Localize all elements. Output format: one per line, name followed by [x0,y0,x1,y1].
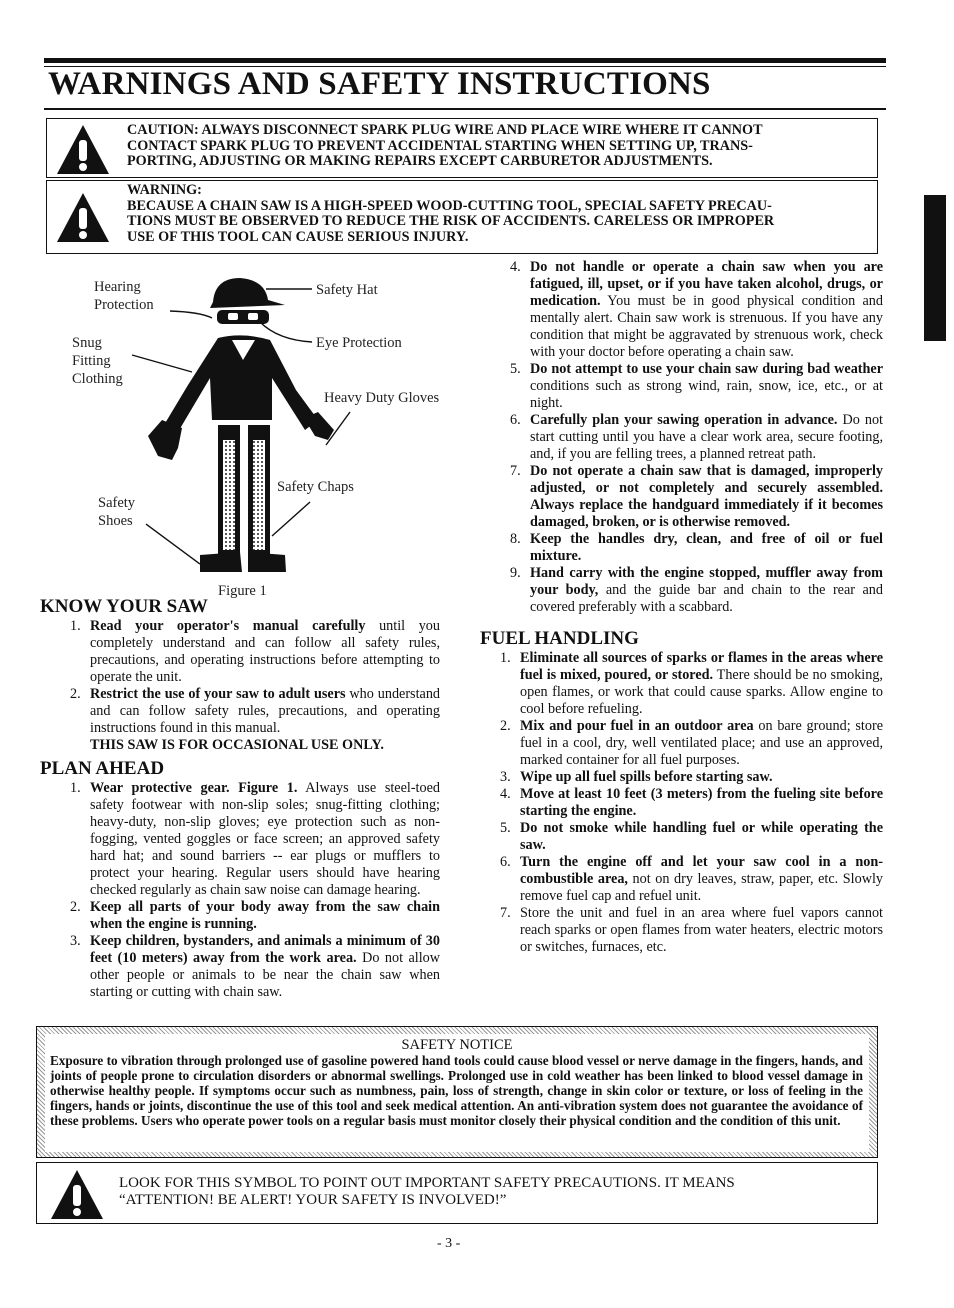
label-heavy-duty-gloves: Heavy Duty Gloves [324,390,440,406]
label-hearing-2: Protection [94,297,154,313]
label-safety-chaps: Safety Chaps [277,479,354,495]
page-number: - 3 - [437,1236,461,1251]
list-item: 5. Do not smoke while handling fuel or while operating the saw. [500,820,883,853]
list-item: 8. Keep the handles dry, clean, and free of oil or fuel mixture. [510,531,883,564]
list-item: 2. Mix and pour fuel in an outdoor area on bare ground; store fuel in a cool, dry, well ventilated place; and use an approved, marked container for all fuel purposes. [500,718,883,768]
label-snug-1: Snug [72,335,102,351]
list-item: 3. Keep children, bystanders, and animals a minimum of 30 feet (10 meters) away from the work area. Do not allow other people or animals to be near the chain saw when starting or cutting with chain saw. [70,933,440,1000]
heading-know-your-saw: KNOW YOUR SAW [40,596,208,617]
list-item: 6. Turn the engine off and let your saw cool in a non-combustible area, not on dry leaves, straw, paper, etc. Slowly remove fuel cap and refuel unit. [500,854,883,904]
warning-box [46,180,878,254]
label-safety-shoes-2: Shoes [98,513,133,529]
attention-line-2: “ATTENTION! BE ALERT! YOUR SAFETY IS INVOLVED!” [119,1192,507,1208]
warning-triangle-icon [55,189,111,245]
caution-box [46,118,878,178]
caution-line-3: PORTING, ADJUSTING OR MAKING REPAIRS EXCEPT CARBURETOR ADJUSTMENTS. [127,153,713,169]
warning-triangle-icon [49,1166,105,1222]
list-item: 1. Read your operator's manual carefully until you completely understand and can follow all safety rules, precautions, and operating instructions before attempting to operate the unit. [70,618,440,685]
list-item: 3. Wipe up all fuel spills before starting saw. [500,769,773,785]
caution-line-2: CONTACT SPARK PLUG TO PREVENT ACCIDENTAL STARTING WHEN SETTING UP, TRANS- [127,137,753,154]
attention-box [36,1162,878,1224]
heading-fuel-handling: FUEL HANDLING [480,628,639,649]
section-tab-marker [924,195,946,341]
list-item: 4. Do not handle or operate a chain saw when you are fatigued, ill, upset, or if you have taken alcohol, drugs, or medication. You must be in good physical condition and mentally alert. Chain saw work is strenuous. If you have any condition that might be aggravated by strenuous work, check with your doctor before operating a chain saw. [510,259,883,360]
figure-1 [60,260,480,605]
list-item: 2. Restrict the use of your saw to adult users who understand and can follow safety rules, precautions, and operating instructions found in this manual. THIS SAW IS FOR OCCASIONAL USE ONLY. [70,686,441,753]
warning-line-2: BECAUSE A CHAIN SAW IS A HIGH-SPEED WOOD-CUTTING TOOL, SPECIAL SAFETY PRECAU- [127,197,772,214]
right-column [478,259,883,956]
label-snug-2: Fitting [72,353,111,369]
list-item: 1. Wear protective gear. Figure 1. Always use steel-toed safety footwear with non-slip soles; snug-fitting clothing; heavy-duty, non-slip gloves; eye protection such as non-fogging, vented goggles or face screen; an approved safety hard hat; and sound barriers -- ear plugs or mufflers to protect your hearing. Regular users should have hearing checked regularly as chain saw noise can damage hearing. [70,780,440,898]
list-item: 2. Keep all parts of your body away from the saw chain when the engine is running. [70,899,440,932]
safety-notice-box [36,1026,878,1158]
list-item: 7. Do not operate a chain saw that is damaged, improperly adjusted, or not completely and securely assembled. Always replace the handguard immediately if it becomes damaged, broken, or is otherwise removed. [510,463,883,530]
top-rule-thick [44,58,886,63]
list-item: 7. Store the unit and fuel in an area where fuel vapors cannot reach sparks or open flames from water heaters, electric motors or switches, furnaces, etc. [500,905,883,955]
safety-notice-body: Exposure to vibration through prolonged use of gasoline powered hand tools could cause blood vessel or nerve damage in the fingers, hands, and joints of people prone to circulation disorders or abnormal swellings. Prolonged use in cold weather has been linked to blood vessel damage in otherwise healthy people. If symptoms occur such as numbness, pain, loss of strength, change in skin color or texture, or loss of feeling in the fingers, hands or joints, discontinue the use of this tool and seek medical attention. An anti-vibration system does not guarantee the avoidance of these problems. Users who operate power tools on a regular basis must monitor closely their physical condition and the condition of this unit. [50,1053,863,1128]
list-item: 9. Hand carry with the engine stopped, muffler away from your body, and the guide bar and chain to the rear and covered preferably with a scabbard. [510,565,883,615]
label-safety-hat: Safety Hat [316,282,378,298]
label-eye-protection: Eye Protection [316,335,402,351]
caution-line-1: CAUTION: ALWAYS DISCONNECT SPARK PLUG WIRE AND PLACE WIRE WHERE IT CANNOT [127,122,763,138]
list-item: 6. Carefully plan your sawing operation in advance. Do not start cutting until you have a clear work area, secure footing, and, if you are felling trees, a planned retreat path. [510,412,883,462]
safety-notice-title: SAFETY NOTICE [401,1037,513,1053]
label-safety-shoes-1: Safety [98,495,136,511]
list-item: 1. Eliminate all sources of sparks or flames in the areas where fuel is mixed, poured, or stored. There should be no smoking, open flames, or work that could cause sparks. Allow engine to cool before refueling. [500,650,883,717]
attention-line-1: LOOK FOR THIS SYMBOL TO POINT OUT IMPORTANT SAFETY PRECAUTIONS. IT MEANS [119,1175,735,1191]
warning-line-4: USE OF THIS TOOL CAN CAUSE SERIOUS INJURY. [127,228,469,245]
title-underline [44,108,886,110]
label-snug-3: Clothing [72,371,123,387]
heading-plan-ahead: PLAN AHEAD [40,758,165,779]
figure-caption: Figure 1 [218,583,267,599]
warning-line-1: WARNING: [127,182,202,198]
list-item: 5. Do not attempt to use your chain saw during bad weather conditions such as strong wind, rain, snow, ice, etc., or at night. [510,361,883,411]
label-hearing-1: Hearing [94,279,141,295]
list-item: 4. Move at least 10 feet (3 meters) from the fueling site before starting the engine. [500,786,883,819]
warning-triangle-icon [55,121,111,177]
warning-line-3: TIONS MUST BE OBSERVED TO REDUCE THE RISK OF ACCIDENTS. CARELESS OR IMPROPER [127,213,775,229]
page-title: WARNINGS AND SAFETY INSTRUCTIONS [48,66,711,102]
left-column [40,596,440,1001]
